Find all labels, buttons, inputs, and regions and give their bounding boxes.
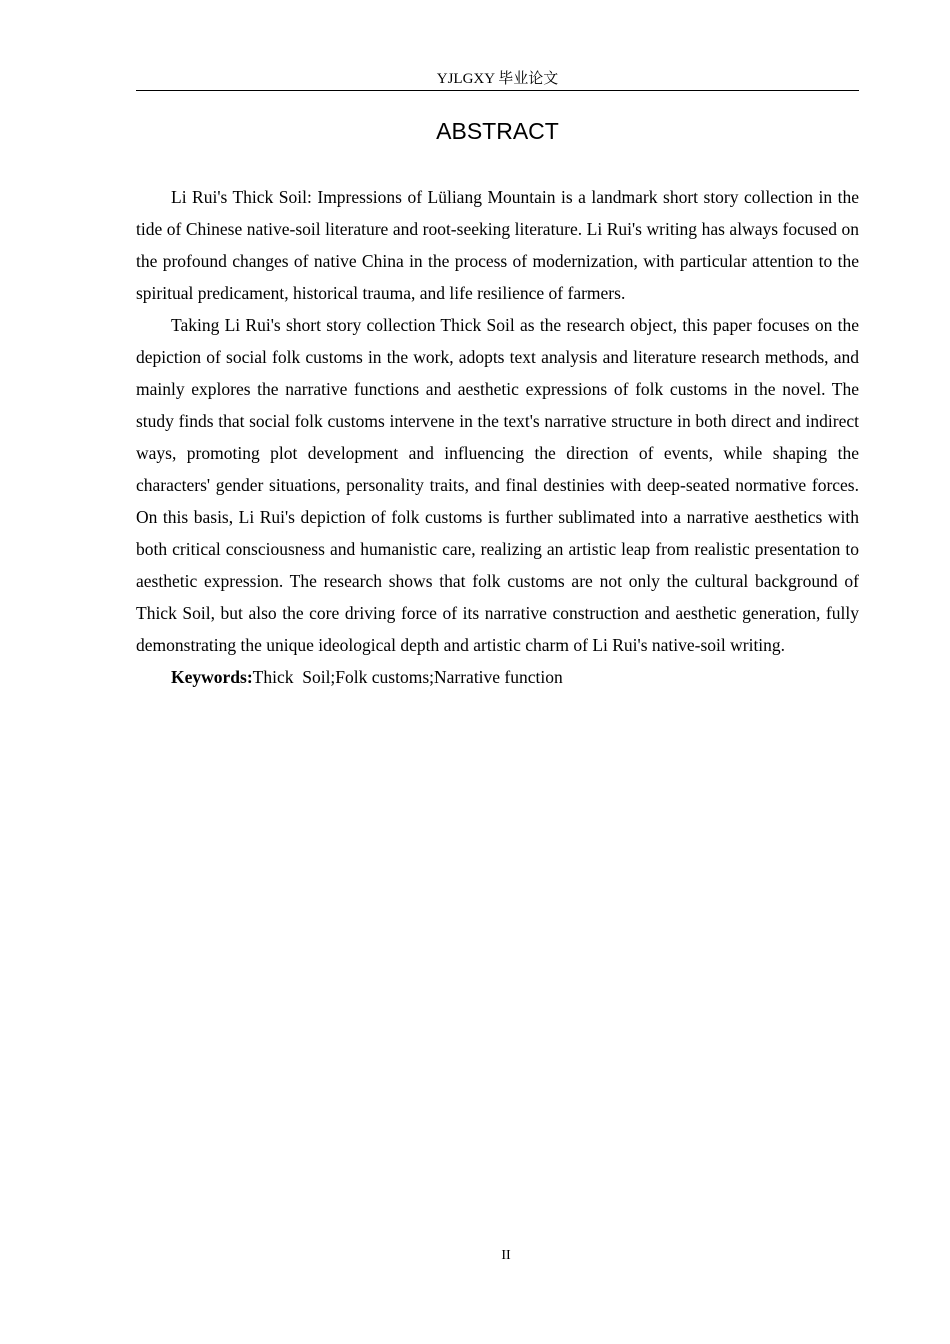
abstract-title: ABSTRACT bbox=[436, 118, 559, 144]
header-text: YJLGXY 毕业论文 bbox=[436, 71, 559, 87]
keywords-label: Keywords: bbox=[171, 667, 253, 687]
page-number: II bbox=[501, 1248, 511, 1263]
page-header bbox=[136, 68, 859, 91]
keywords-line bbox=[136, 661, 859, 693]
abstract-paragraph-2: Taking Li Rui's short story collection Thick Soil as the research object, this paper focuses on the depiction of social folk customs in the work, adopts text analysis and literature research methods, and mainly explores the narrative functions and aesthetic expressions of folk customs in the novel. The study finds that social folk customs intervene in the text's narrative structure in both direct and indirect ways, promoting plot development and influencing the direction of events, while shaping the characters' gender situations, personality traits, and final destinies with deep-seated normative forces. On this basis, Li Rui's depiction of folk customs is further sublimated into a narrative aesthetics with both critical consciousness and humanistic care, realizing an artistic leap from realistic presentation to aesthetic expression. The research shows that folk customs are not only the cultural background of Thick Soil, but also the core driving force of its narrative construction and aesthetic generation, fully demonstrating the unique ideological depth and artistic charm of Li Rui's native-soil writing. bbox=[136, 315, 859, 655]
keywords-value: Thick Soil;Folk customs;Narrative function bbox=[252, 667, 563, 687]
abstract-paragraph-1: Li Rui's Thick Soil: Impressions of Lüliang Mountain is a landmark short story collection in the tide of Chinese native-soil literature and root-seeking literature. Li Rui's writing has always focused on the profound changes of native China in the process of modernization, with particular attention to the spiritual predicament, historical trauma, and life resilience of farmers. bbox=[136, 187, 859, 303]
abstract-body bbox=[136, 181, 859, 693]
